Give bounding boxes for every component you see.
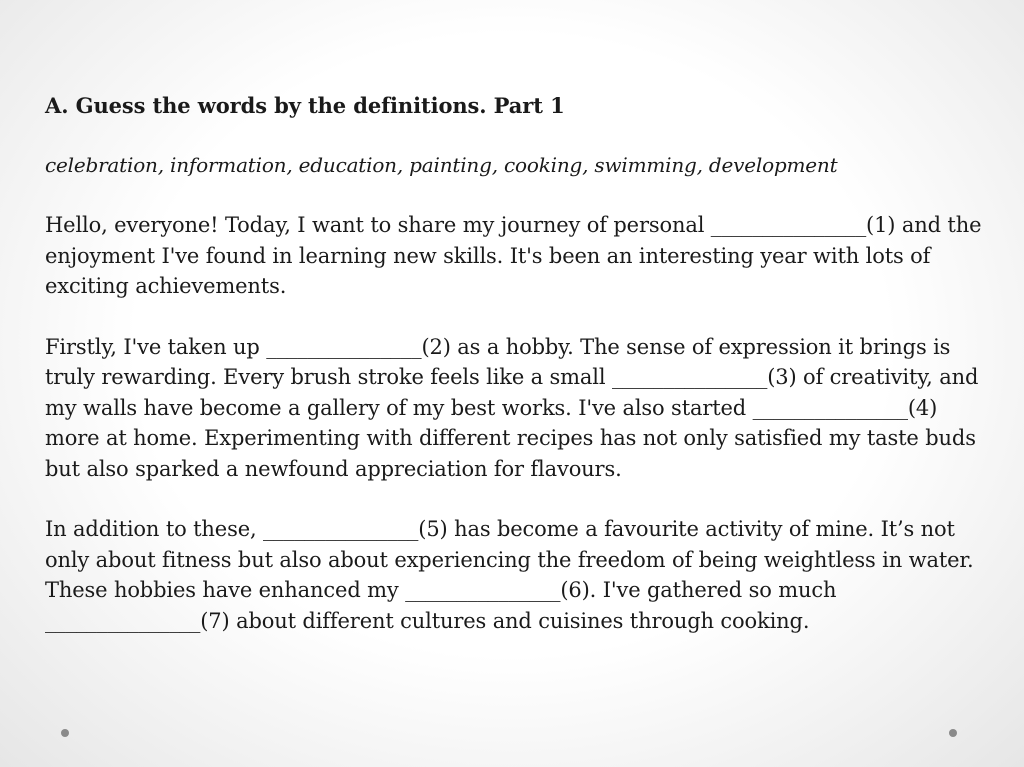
paragraph-1: Hello, everyone! Today, I want to share my journey of personal _______________(1) and the enjoyment I've found in learning new skills. It's been an interesting year with lots of exciting achievements.	[45, 213, 982, 298]
exercise-heading: A. Guess the words by the definitions. Part 1	[45, 93, 565, 118]
word-bank: celebration, information, education, painting, cooking, swimming, development	[45, 153, 838, 177]
decorative-dot-left	[61, 729, 69, 737]
paragraph-3: In addition to these, _______________(5) has become a favourite activity of mine. It’s not only about fitness but also about experiencing the freedom of being weightless in water. These hobbies have enhanced my _______________(6). I've gathered so much _______________(7) about different cultures and cuisines through cooking.	[45, 517, 974, 633]
paragraph-2: Firstly, I've taken up _______________(2) as a hobby. The sense of expression it brings is truly rewarding. Every brush stroke feels like a small _______________(3) of creativity, and my walls have become a gallery of my best works. I've also started _______________(4) more at home. Experimenting with different recipes has not only satisfied my taste buds but also sparked a newfound appreciation for flavours.	[45, 334, 979, 481]
slide-content	[45, 90, 985, 636]
decorative-dot-right	[949, 729, 957, 737]
